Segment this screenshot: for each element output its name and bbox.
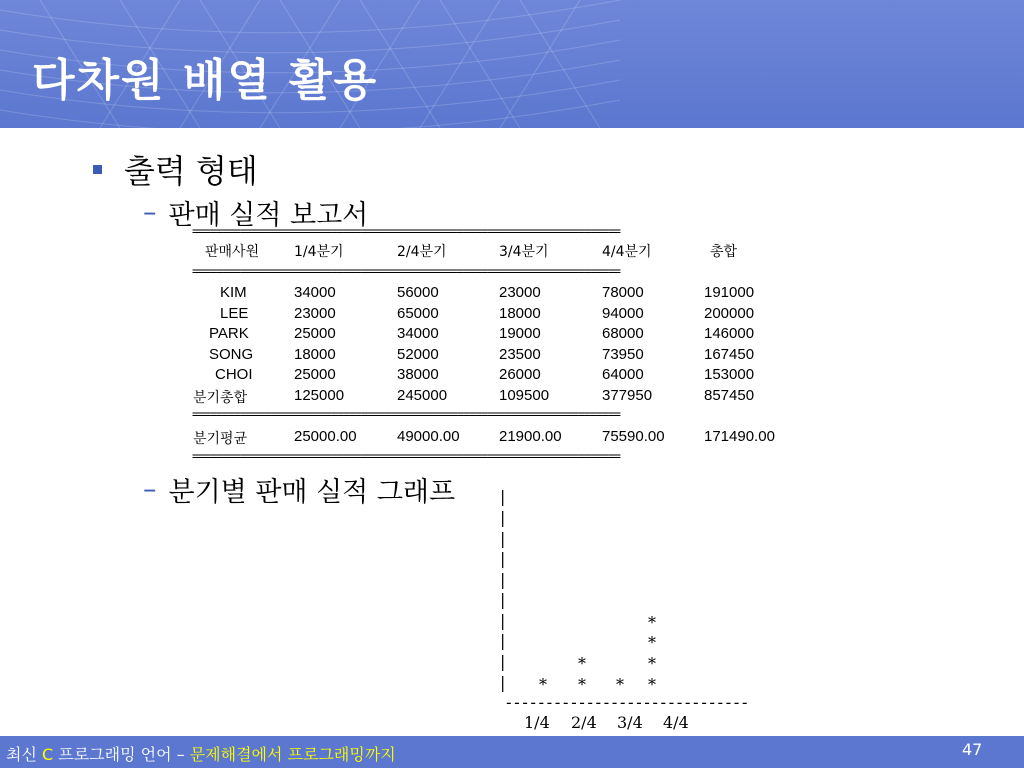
graph-axis-mark: | [500, 529, 506, 548]
slide-title: 다차원 배열 활용 [32, 55, 379, 106]
graph-axis-mark: | [500, 652, 506, 671]
graph-x-label: 1/4 [524, 713, 550, 732]
graph-baseline: ------------------------------ [504, 693, 748, 712]
report-cell: 38000 [397, 366, 439, 383]
graph-star: * [578, 675, 586, 694]
bullet-output-format [93, 146, 258, 192]
page-number: 47 [962, 740, 983, 759]
sub-bullet-graph [143, 470, 455, 509]
graph-star: * [648, 654, 656, 673]
report-cell-name: 분기총합 [193, 390, 248, 406]
graph-star: * [648, 633, 656, 652]
report-cell: 73950 [602, 346, 644, 363]
graph-axis-mark: | [500, 631, 506, 650]
sub-bullet-label: 판매 실적 보고서 [168, 200, 369, 231]
report-header-cell: 3/4분기 [499, 244, 549, 260]
report-cell: 109500 [499, 387, 550, 404]
footer-middle: 프로그래밍 언어 – [53, 745, 190, 764]
report-cell: 64000 [602, 366, 644, 383]
graph-star: * [648, 675, 656, 694]
report-cell: 153000 [704, 366, 755, 383]
footer-subtitle: 문제해결에서 프로그래밍까지 [189, 745, 396, 764]
report-header-cell: 판매사원 [205, 244, 260, 260]
graph-axis-mark: | [500, 673, 506, 692]
footer-c: C [42, 745, 54, 764]
graph-x-label: 3/4 [617, 713, 643, 732]
report-cell: 19000 [499, 325, 541, 342]
dash-bullet-icon: – [143, 197, 157, 228]
report-cell: 25000.00 [294, 428, 357, 445]
report-cell: 191000 [704, 284, 755, 301]
report-cell: 26000 [499, 366, 541, 383]
report-cell: 18000 [294, 346, 336, 363]
report-cell: 78000 [602, 284, 644, 301]
dash-bullet-icon: – [143, 474, 157, 505]
report-cell: 49000.00 [397, 428, 460, 445]
report-cell: 23000 [499, 284, 541, 301]
bullet-label: 출력 형태 [124, 152, 258, 190]
report-cell-name: SONG [209, 346, 254, 363]
report-header-cell: 2/4분기 [397, 244, 447, 260]
report-header-cell: 총합 [710, 244, 738, 260]
graph-star: * [539, 675, 547, 694]
report-header-cell: 1/4분기 [294, 244, 344, 260]
report-rule: ======================================================================= [192, 265, 620, 277]
report-cell: 75590.00 [602, 428, 665, 445]
graph-axis-mark: | [500, 590, 506, 609]
report-header-cell: 4/4분기 [602, 244, 652, 260]
footer-text [6, 742, 396, 765]
report-cell: 377950 [602, 387, 653, 404]
report-rule: ======================================================================= [192, 408, 620, 420]
report-cell: 68000 [602, 325, 644, 342]
graph-x-label: 4/4 [663, 713, 689, 732]
report-cell: 65000 [397, 305, 439, 322]
report-cell: 857450 [704, 387, 755, 404]
graph-star: * [648, 613, 656, 632]
report-cell: 23000 [294, 305, 336, 322]
title-banner [0, 0, 1024, 128]
graph-axis-mark: | [500, 549, 506, 568]
report-cell: 34000 [397, 325, 439, 342]
report-cell: 23500 [499, 346, 541, 363]
graph-x-label: 2/4 [571, 713, 597, 732]
report-rule: ======================================================================= [192, 225, 620, 237]
report-cell: 25000 [294, 325, 336, 342]
graph-axis-mark: | [500, 487, 506, 506]
report-cell: 52000 [397, 346, 439, 363]
report-rule: ======================================================================= [192, 450, 620, 462]
report-cell-name: KIM [220, 284, 247, 301]
report-cell-name: LEE [220, 305, 249, 322]
report-cell: 171490.00 [704, 428, 775, 445]
report-cell: 56000 [397, 284, 439, 301]
report-cell-name: PARK [209, 325, 249, 342]
report-cell-name: 분기평균 [193, 431, 248, 447]
report-cell: 34000 [294, 284, 336, 301]
report-cell: 21900.00 [499, 428, 562, 445]
report-cell: 125000 [294, 387, 345, 404]
report-cell: 200000 [704, 305, 755, 322]
graph-axis-mark: | [500, 508, 506, 527]
report-cell: 94000 [602, 305, 644, 322]
graph-axis-mark: | [500, 611, 506, 630]
footer-prefix: 최신 [6, 745, 42, 764]
report-cell: 167450 [704, 346, 755, 363]
report-cell: 25000 [294, 366, 336, 383]
graph-axis-mark: | [500, 570, 506, 589]
sub-bullet-label: 분기별 판매 실적 그래프 [168, 477, 456, 508]
square-bullet-icon [93, 165, 102, 174]
report-cell: 245000 [397, 387, 448, 404]
report-cell: 146000 [704, 325, 755, 342]
report-cell-name: CHOI [215, 366, 253, 383]
graph-star: * [578, 654, 586, 673]
graph-star: * [616, 675, 624, 694]
report-cell: 18000 [499, 305, 541, 322]
